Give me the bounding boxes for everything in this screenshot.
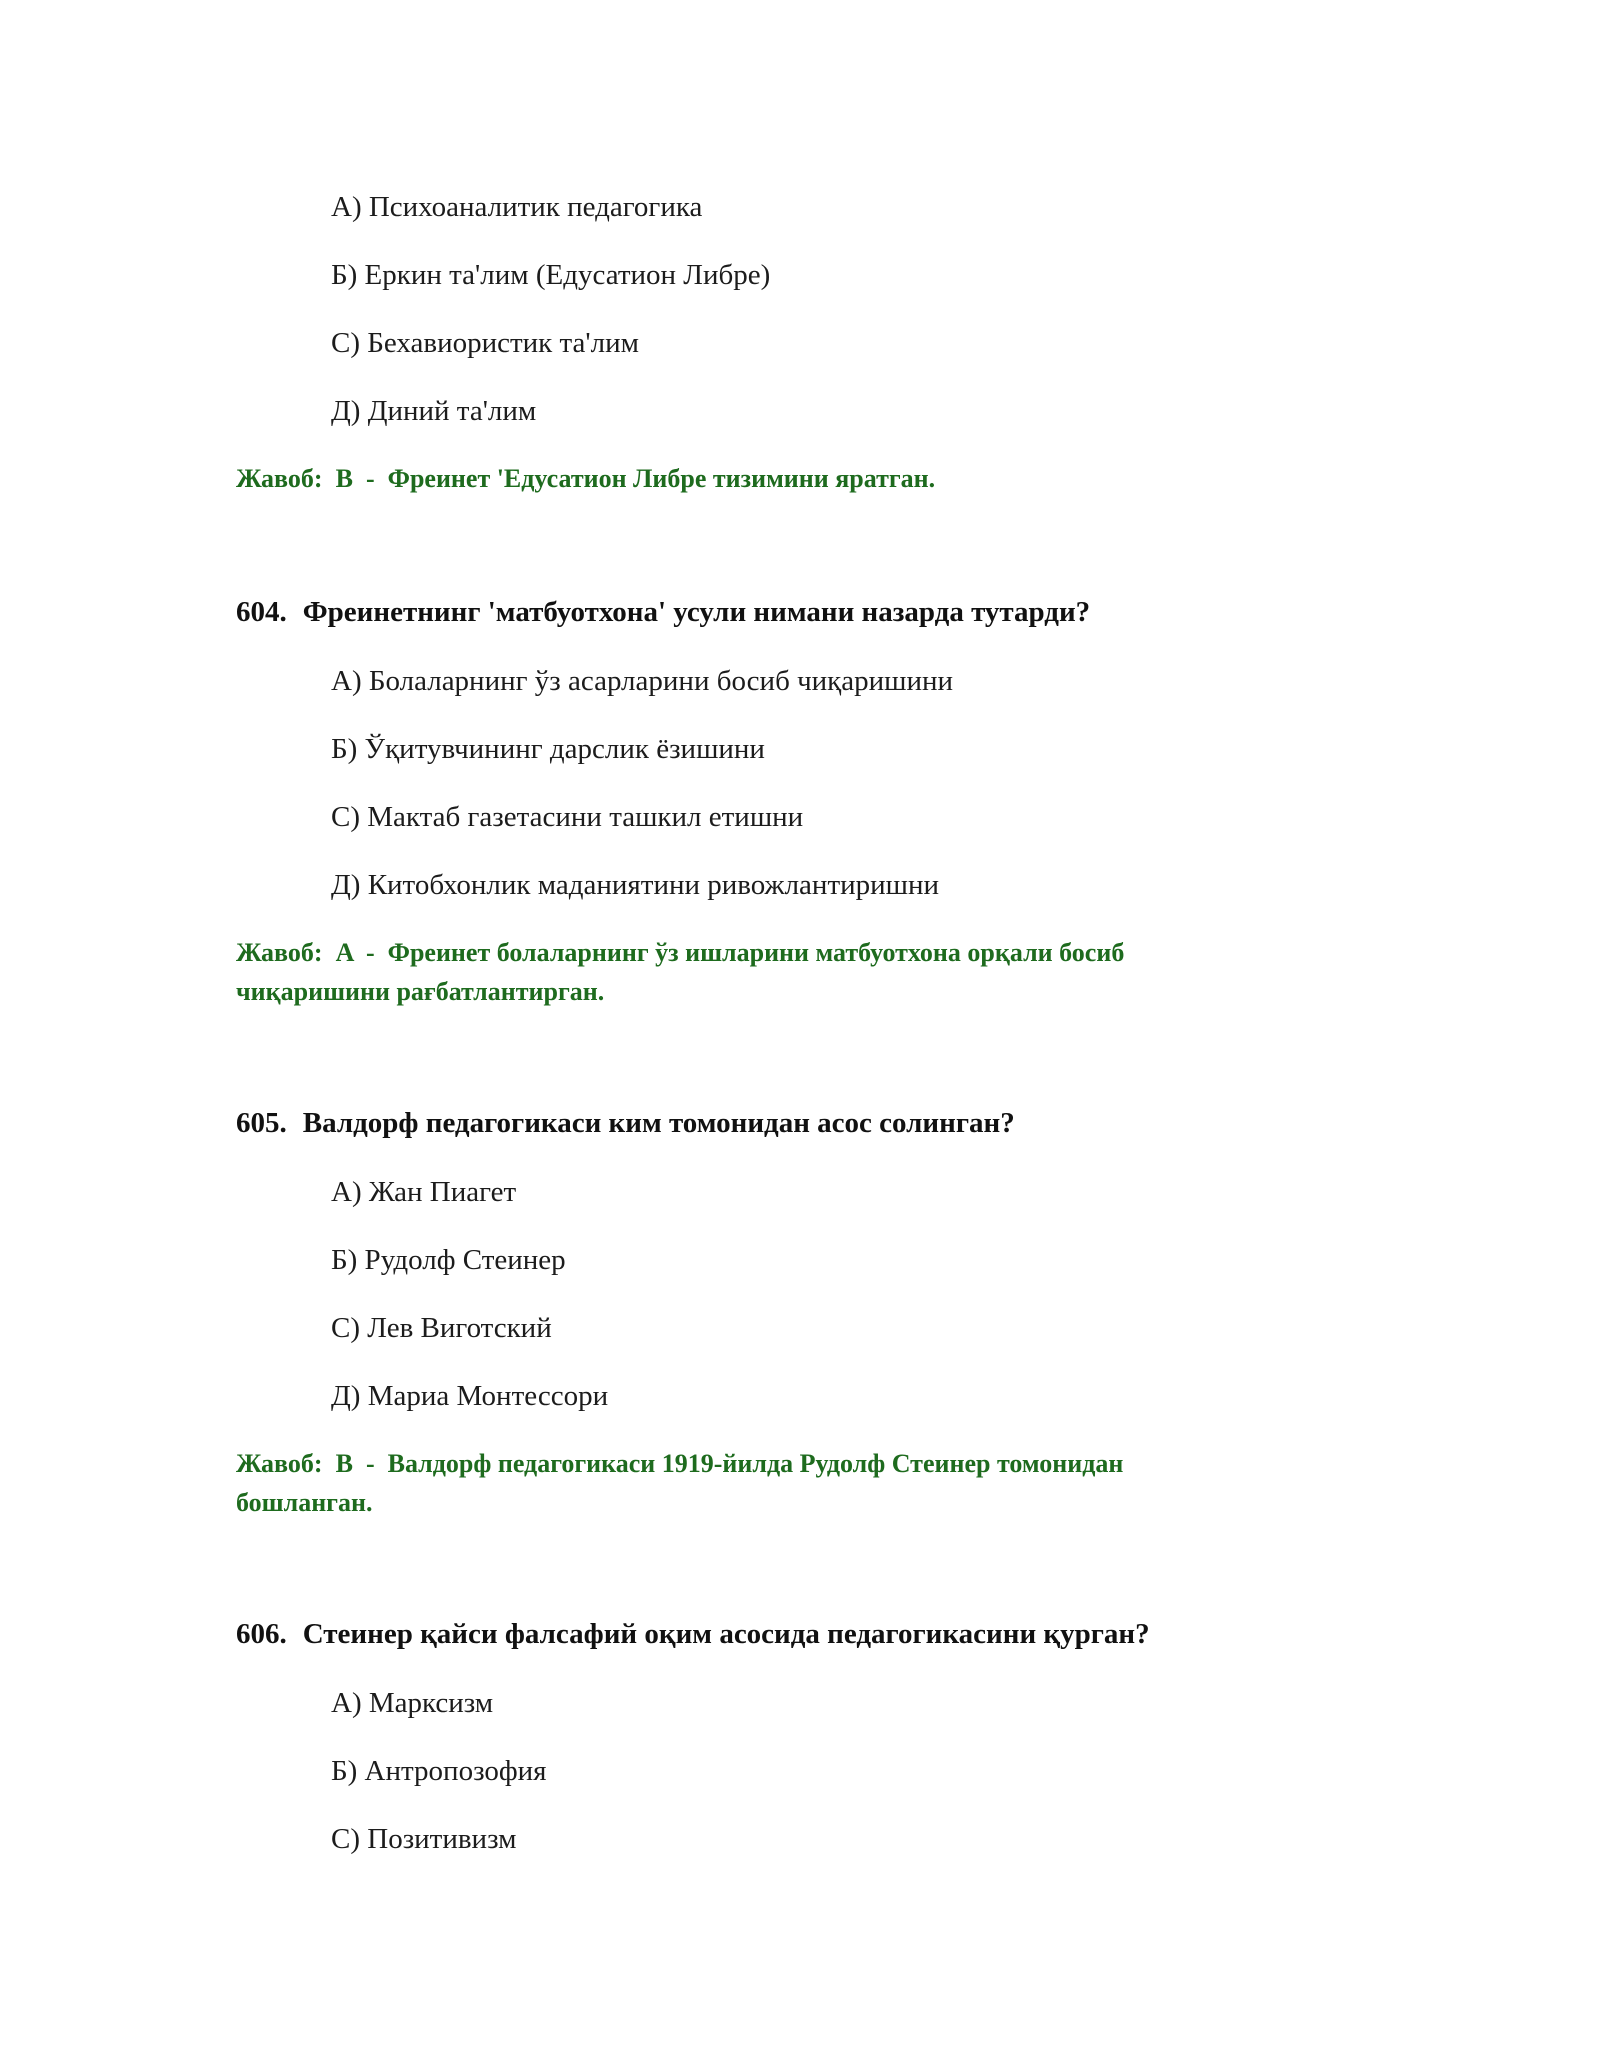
answer-explanation: Валдорф педагогикаси 1919-йилда Рудолф Стеинер томонидан бошланган. [236,1449,1124,1517]
answer-line: Жавоб: B - Фреинет 'Едусатион Либре тизимини яратган. [236,464,936,493]
answer-letter: B [335,1449,353,1478]
answer-letter: A [335,938,353,967]
answer-letter: B [335,464,353,493]
option-c: С) Позитивизм [331,1823,517,1855]
question-number: 606. [236,1618,287,1650]
option-b: Б) Еркин та'лим (Едусатион Либре) [331,259,771,291]
option-a: А) Жан Пиагет [331,1176,517,1208]
option-c: С) Бехавиористик та'лим [331,327,639,359]
question-number: 605. [236,1107,287,1139]
option-d: Д) Диний та'лим [331,395,537,427]
answer-prefix: Жавоб: [236,938,323,967]
option-d: Д) Мариа Монтессори [331,1380,609,1412]
answer-prefix: Жавоб: [236,464,323,493]
answer-line: Жавоб: A - Фреинет болаларнинг ўз ишларини матбуотхона орқали босиб чиқаришини рағбатлантирган. [236,938,1125,1006]
option-a: А) Психоаналитик педагогика [331,191,703,223]
answer-prefix: Жавоб: [236,1449,323,1478]
answer-line: Жавоб: B - Валдорф педагогикаси 1919-йилда Рудолф Стеинер томонидан бошланган. [236,1449,1124,1517]
question-text: Валдорф педагогикаси ким томонидан асос солинган? [302,1107,1015,1139]
question-heading [236,1616,1150,1652]
option-c: С) Лев Виготский [331,1312,552,1344]
option-b: Б) Ўқитувчининг дарслик ёзишини [331,733,765,765]
option-b: Б) Рудолф Стеинер [331,1244,566,1276]
question-text: Стеинер қайси фалсафий оқим асосида педагогикасини қурган? [302,1618,1150,1650]
option-c: С) Мактаб газетасини ташкил етишни [331,801,804,833]
answer-explanation: Фреинет 'Едусатион Либре тизимини яратган. [387,464,936,493]
question-heading [236,594,1090,630]
question-number: 604. [236,596,287,628]
question-text: Фреинетнинг 'матбуотхона' усули нимани назарда тутарди? [302,596,1091,628]
option-d: Д) Китобхонлик маданиятини ривожлантиришни [331,869,940,901]
answer-explanation: Фреинет болаларнинг ўз ишларини матбуотхона орқали босиб чиқаришини рағбатлантирган. [236,938,1125,1006]
question-heading [236,1105,1015,1141]
option-a: А) Болаларнинг ўз асарларини босиб чиқаришини [331,665,954,697]
option-a: А) Марксизм [331,1687,494,1719]
option-b: Б) Антропозофия [331,1755,547,1787]
